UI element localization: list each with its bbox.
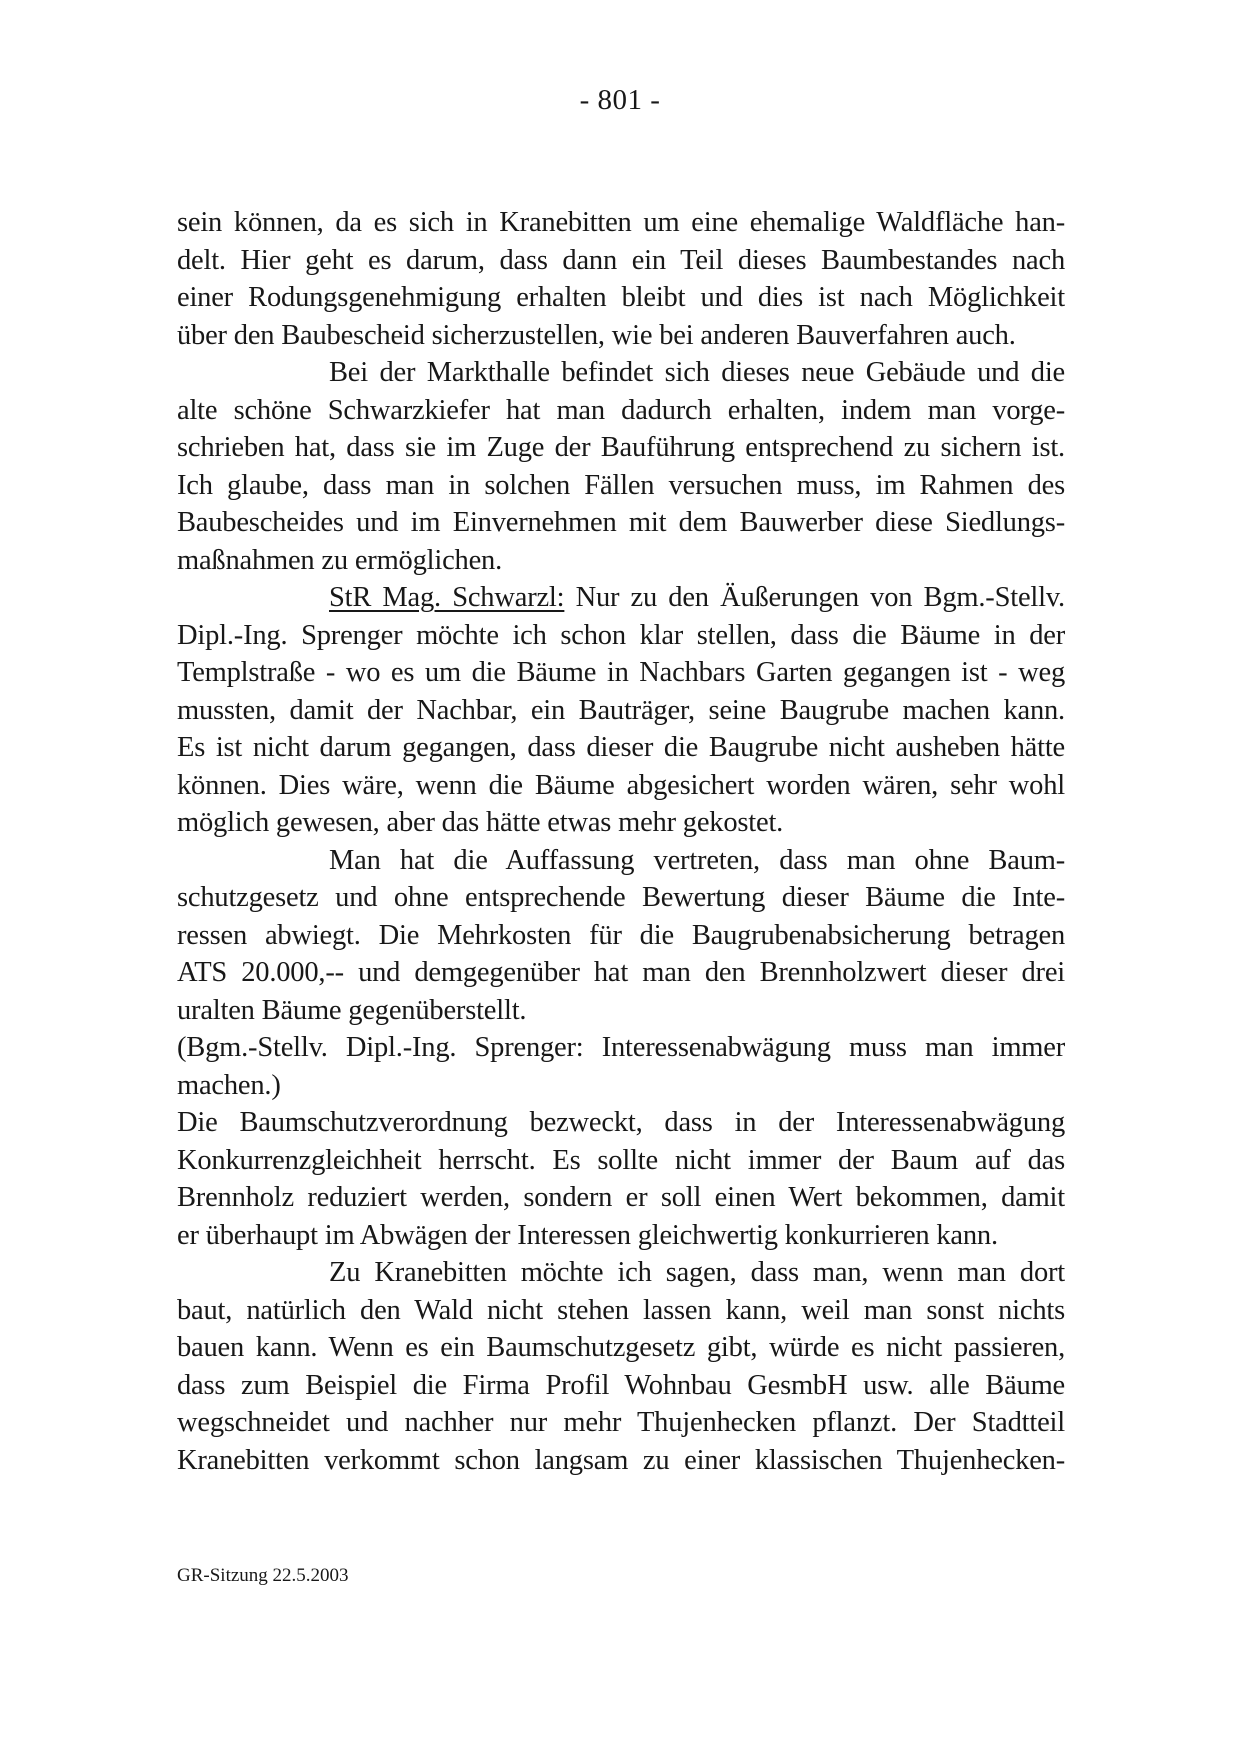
text-line: Es ist nicht darum gegangen, dass dieser die Baugrube nicht ausheben hätte <box>177 732 1065 763</box>
text-line: Die Baumschutzverordnung bezweckt, dass in der Interessenabwägung <box>177 1107 1065 1138</box>
text-line: ressen abwiegt. Die Mehrkosten für die Baugrubenabsicherung betragen <box>177 919 1065 951</box>
text-line: uralten Bäume gegenüberstellt. <box>177 994 527 1026</box>
text-line: Konkurrenzgleichheit herrscht. Es sollte nicht immer der Baum auf das <box>177 1144 1065 1176</box>
text-line: möglich gewesen, aber das hätte etwas mehr gekostet. <box>177 807 784 838</box>
text-line: Zu Kranebitten möchte ich sagen, dass man, wenn man dort <box>329 1257 1065 1288</box>
text-line: können. Dies wäre, wenn die Bäume abgesichert worden wären, sehr wohl <box>177 769 1065 801</box>
text-line: Kranebitten verkommt schon langsam zu einer klassischen Thujenhecken- <box>177 1444 1065 1476</box>
text-line: alte schöne Schwarzkiefer hat man dadurch erhalten, indem man vorge- <box>177 394 1065 426</box>
text-line: bauen kann. Wenn es ein Baumschutzgesetz gibt, würde es nicht passieren, <box>177 1332 1065 1363</box>
text-line: schrieben hat, dass sie im Zuge der Bauführung entsprechend zu sichern ist. <box>177 432 1065 463</box>
text-line: delt. Hier geht es darum, dass dann ein Teil dieses Baumbestandes nach <box>177 244 1065 276</box>
text-line: (Bgm.-Stellv. Dipl.-Ing. Sprenger: Interessenabwägung muss man immer <box>177 1032 1065 1063</box>
text-line: maßnahmen zu ermöglichen. <box>177 544 503 576</box>
text-line: über den Baubescheid sicherzustellen, wie bei anderen Bauverfahren auch. <box>177 319 1016 351</box>
page-number: - 801 - <box>579 84 661 116</box>
speaker-name-underlined: StR Mag. Schwarzl: <box>329 582 565 613</box>
text-line: Ich glaube, dass man in solchen Fällen versuchen muss, im Rahmen des <box>177 469 1065 501</box>
text-line: Man hat die Auffassung vertreten, dass man ohne Baum- <box>329 844 1065 876</box>
document-body <box>177 204 1065 1479</box>
text-line: einer Rodungsgenehmigung erhalten bleibt und dies ist nach Möglichkeit <box>177 282 1065 313</box>
text-line: Bei der Markthalle befindet sich dieses neue Gebäude und die <box>329 357 1065 388</box>
text-line: StR Mag. Schwarzl: Nur zu den Äußerungen von Bgm.-Stellv. <box>329 582 1065 613</box>
text-line: sein können, da es sich in Kranebitten um eine ehemalige Waldfläche han- <box>177 207 1065 238</box>
text-line: schutzgesetz und ohne entsprechende Bewertung dieser Bäume die Inte- <box>177 882 1065 913</box>
text-line: machen.) <box>177 1069 281 1101</box>
text-line: mussten, damit der Nachbar, ein Bauträger, seine Baugrube machen kann. <box>177 694 1065 726</box>
text-line: ATS 20.000,-- und demgegenüber hat man den Brennholzwert dieser drei <box>177 957 1065 988</box>
text-line: Brennholz reduziert werden, sondern er soll einen Wert bekommen, damit <box>177 1182 1065 1213</box>
text-line: er überhaupt im Abwägen der Interessen gleichwertig konkurrieren kann. <box>177 1219 998 1251</box>
text-line: Templstraße - wo es um die Bäume in Nachbars Garten gegangen ist - weg <box>177 657 1065 688</box>
page-footer: GR-Sitzung 22.5.2003 <box>177 1565 349 1586</box>
text-line: Baubescheides und im Einvernehmen mit dem Bauwerber diese Siedlungs- <box>177 507 1065 538</box>
text-line: baut, natürlich den Wald nicht stehen lassen kann, weil man sonst nichts <box>177 1294 1065 1326</box>
text-line: dass zum Beispiel die Firma Profil Wohnbau GesmbH usw. alle Bäume <box>177 1369 1065 1401</box>
text-line: wegschneidet und nachher nur mehr Thujenhecken pflanzt. Der Stadtteil <box>177 1407 1065 1438</box>
text-line: Dipl.-Ing. Sprenger möchte ich schon klar stellen, dass die Bäume in der <box>177 619 1065 651</box>
